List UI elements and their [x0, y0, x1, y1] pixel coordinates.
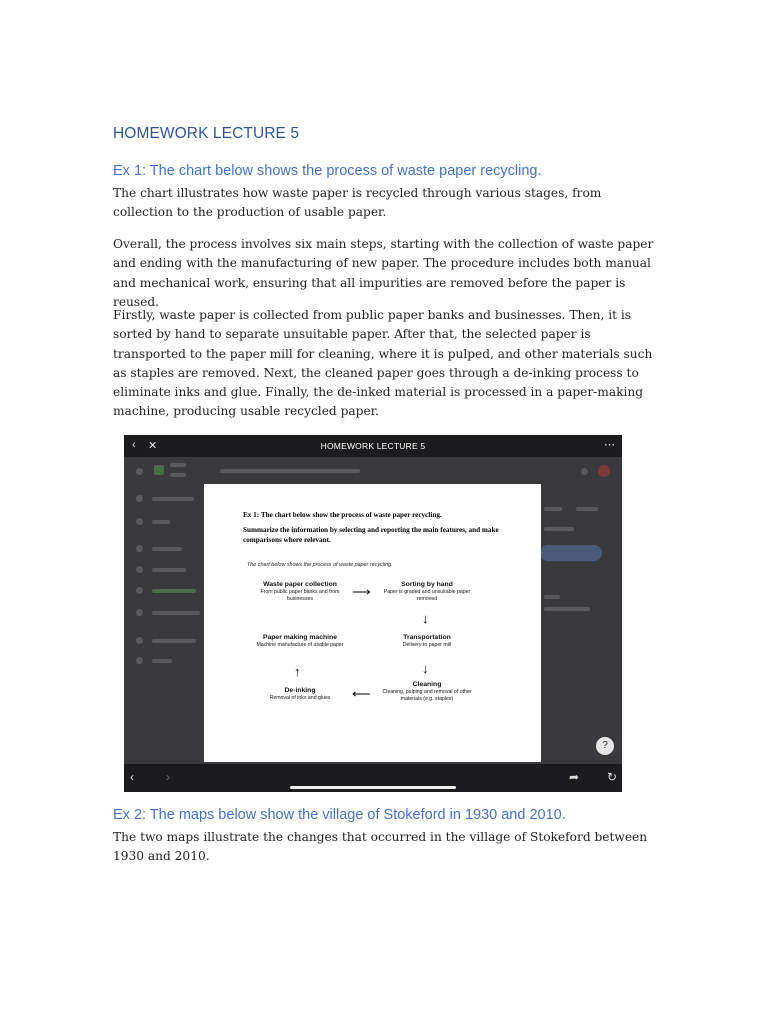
close-icon: ✕: [148, 440, 158, 452]
ex1-paragraph-2: Overall, the process involves six main steps, starting with the collection of waste paper and ending with the manufacturing of new paper. The procedure includes both manual and mechanical work, ensuring that all impurities are removed before the paper is reused.: [113, 237, 654, 309]
embedded-task-title: Ex 1: The chart below show the process of waste paper recycling.: [243, 511, 442, 519]
document-title: HOMEWORK LECTURE 5: [113, 125, 300, 142]
background-button: [540, 545, 602, 561]
arrow-up-icon: ↑: [294, 664, 301, 679]
flow-step-sorting: [374, 581, 480, 602]
background-app-icon: [136, 657, 143, 664]
background-text-line: [152, 568, 186, 572]
help-icon: ?: [596, 737, 614, 755]
screenshot-bottom-bar: [124, 764, 622, 792]
ex2-paragraph-1: The two maps illustrate the changes that occurred in the village of Stokeford between 1930 and 2010.: [113, 830, 648, 864]
background-text-line: [544, 507, 562, 511]
flow-step-title: De-inking: [284, 687, 316, 694]
background-text-line: [544, 607, 590, 611]
flow-step-desc: Removal of inks and glues: [269, 695, 331, 702]
screenshot-top-bar: [124, 435, 622, 457]
ex1-heading: Ex 1: The chart below shows the process of waste paper recycling.: [113, 163, 542, 179]
arrow-right-icon: ⟶: [352, 584, 371, 599]
chevron-left-icon: ‹: [130, 770, 134, 784]
background-avatar: [598, 465, 610, 477]
flow-step-title: Sorting by hand: [401, 581, 453, 588]
background-text-line: [152, 639, 196, 643]
flow-step-title: Paper making machine: [262, 634, 338, 641]
background-app-icon: [136, 566, 143, 573]
flow-step-desc: Machine manufacture of usable paper: [256, 642, 344, 649]
ex2-heading: Ex 2: The maps below show the village of Stokeford in 1930 and 2010.: [113, 807, 566, 823]
flow-step-desc: Delivery to paper mill: [402, 642, 452, 649]
background-app-icon: [136, 587, 143, 594]
screenshot-window-title: HOMEWORK LECTURE 5: [320, 441, 426, 451]
arrow-down-icon: ↓: [422, 611, 429, 626]
embedded-screenshot: [124, 435, 622, 792]
background-text-line: [152, 520, 170, 524]
flow-step-title: Cleaning: [412, 681, 442, 688]
background-app-icon: [136, 545, 143, 552]
background-app-icon: [136, 609, 143, 616]
background-text-line: [220, 469, 360, 473]
background-app-icon: [136, 518, 143, 525]
background-app-icon: [136, 637, 143, 644]
flow-step-title: Waste paper collection: [263, 581, 337, 588]
background-text-line: [152, 659, 172, 663]
background-app-icon: [581, 468, 588, 475]
background-text-line: [152, 589, 196, 593]
flow-step-transportation: [374, 634, 480, 649]
chevron-left-icon: ‹: [132, 439, 136, 451]
background-text-line: [152, 611, 200, 615]
arrow-down-icon: ↓: [422, 661, 429, 676]
flow-step-cleaning: [374, 681, 480, 702]
flow-step-collection: [247, 581, 353, 602]
background-app-logo: [154, 465, 164, 475]
ex1-paragraph-3: Firstly, waste paper is collected from public paper banks and businesses. Then, it is sorted by hand to separate unsuitable paper. After that, the selected paper is transported to the paper mill for cleaning, where it is pulped, and other materials such as staples are removed. Next, the cleaned paper goes through a de-inking process to eliminate inks and glue. Finally, the de-inked material is processed in a paper-making machine, producing usable recycled paper.: [113, 308, 653, 419]
flow-step-desc: Paper is graded and unsuitable paper removed: [383, 589, 471, 602]
more-icon: ⋯: [604, 439, 615, 451]
background-text-line: [152, 547, 182, 551]
flow-step-title: Transportation: [403, 634, 451, 641]
embedded-figure-caption: The chart below shows the process of waste paper recycling.: [247, 562, 393, 568]
background-text-line: [170, 463, 186, 467]
share-icon: ➦: [569, 770, 580, 784]
chevron-right-icon: ›: [166, 770, 170, 784]
background-app-icon: [136, 495, 143, 502]
flow-step-desc: From public paper banks and from businesses: [260, 589, 340, 602]
ex1-paragraph-1: The chart illustrates how waste paper is recycled through various stages, from collection to the production of usable paper.: [113, 186, 602, 220]
embedded-instruction: Summarize the information by selecting and reporting the main features, and make comparisons where relevant.: [243, 526, 499, 544]
background-text-line: [576, 507, 598, 511]
background-text-line: [544, 595, 560, 599]
flow-step-paper-making: [247, 634, 353, 649]
embedded-document: [204, 484, 541, 762]
arrow-left-icon: ⟵: [352, 686, 371, 701]
flow-step-desc: Cleaning, pulping and removal of other materials (e.g. staples): [382, 689, 472, 702]
background-app-icon: [136, 468, 143, 475]
background-text-line: [152, 497, 194, 501]
background-text-line: [544, 527, 574, 531]
background-text-line: [170, 473, 186, 477]
refresh-icon: ↻: [607, 770, 618, 784]
home-indicator: [290, 786, 456, 789]
flow-step-de-inking: [247, 687, 353, 702]
